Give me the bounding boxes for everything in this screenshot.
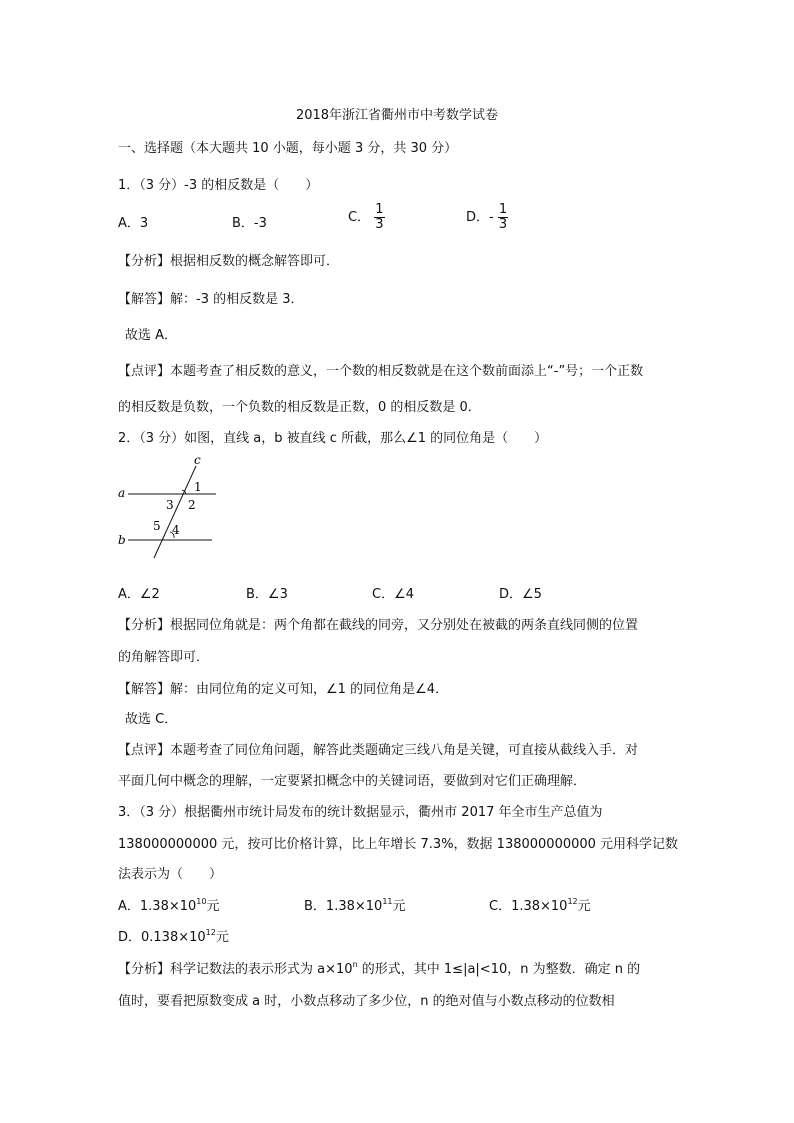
label-2: 2 bbox=[188, 498, 196, 512]
comment-tag: 【点评】 bbox=[118, 364, 171, 379]
q3-option-d bbox=[118, 926, 229, 945]
q1-analysis bbox=[118, 250, 339, 269]
q2-option-b: B．∠3 bbox=[246, 587, 288, 602]
q2-choice: 故选 C． bbox=[125, 712, 178, 727]
q3-option-a-exponent: 10 bbox=[196, 897, 207, 906]
q1-answer bbox=[118, 288, 304, 307]
label-c: c bbox=[194, 453, 201, 467]
q1-option-b: B．-3 bbox=[232, 216, 267, 231]
q2-option-c: C．∠4 bbox=[372, 587, 415, 602]
q3-option-d-unit: 元 bbox=[215, 930, 229, 945]
q3-analysis-exponent: n bbox=[352, 960, 358, 969]
comment-tag: 【点评】 bbox=[118, 743, 171, 758]
q1-comment-line2: 的相反数是负数，一个负数的相反数是正数，0 的相反数是 0． bbox=[118, 400, 481, 415]
q1-stem: 1．（3 分）-3 的相反数是（ ） bbox=[118, 178, 319, 193]
section-heading: 一、选择题（本大题共 10 小题，每小题 3 分，共 30 分） bbox=[118, 141, 458, 156]
q1-option-d bbox=[466, 203, 508, 232]
q1-option-c-prefix: C． bbox=[348, 210, 371, 225]
q2-comment-line1: 本题考查了同位角问题，解答此类题确定三线八角是关键，可直接从截线入手．对 bbox=[170, 743, 639, 758]
q1-answer-text: 解：-3 的相反数是 3． bbox=[170, 292, 304, 307]
q3-analysis bbox=[118, 958, 640, 977]
q2-answer bbox=[118, 678, 448, 697]
q3-option-b-exponent: 11 bbox=[382, 897, 393, 906]
q1-option-c bbox=[348, 203, 385, 232]
q1-option-c-denominator: 3 bbox=[375, 217, 384, 232]
label-b: b bbox=[118, 533, 126, 547]
q2-analysis-line1: 根据同位角就是：两个角都在截线的同旁，又分别处在被截的两条直线同侧的位置 bbox=[170, 618, 639, 633]
q3-stem-line2: 138000000000 元，按可比价格计算，比上年增长 7.3%，数据 138000000000 元用科学记数 bbox=[118, 837, 679, 852]
label-a: a bbox=[118, 486, 126, 500]
q3-option-c-exponent: 12 bbox=[567, 897, 578, 906]
q1-comment bbox=[118, 360, 643, 379]
analysis-tag: 【分析】 bbox=[118, 254, 171, 269]
q1-analysis-text: 根据相反数的概念解答即可． bbox=[170, 254, 340, 269]
q1-option-c-numerator: 1 bbox=[375, 202, 384, 217]
q1-option-d-numerator: 1 bbox=[498, 202, 508, 217]
q3-option-c-unit: 元 bbox=[577, 899, 591, 914]
q3-option-b-unit: 元 bbox=[392, 899, 406, 914]
q2-comment-line2: 平面几何中概念的理解，一定要紧扣概念中的关键词语，要做到对它们正确理解． bbox=[118, 774, 587, 789]
q2-analysis-line2: 的角解答即可． bbox=[118, 650, 210, 665]
page-title: 2018年浙江省衢州市中考数学试卷 bbox=[295, 108, 499, 123]
q3-option-b bbox=[304, 895, 406, 914]
analysis-tag: 【分析】 bbox=[118, 618, 171, 633]
q2-stem: 2．（3 分）如图，直线 a，b 被直线 c 所截，那么∠1 的同位角是（ ） bbox=[118, 431, 548, 446]
q1-option-d-fraction bbox=[498, 203, 508, 232]
q3-analysis-a: 科学记数法的表示形式为 a×10 bbox=[170, 962, 353, 977]
q2-option-d: D．∠5 bbox=[499, 587, 542, 602]
q1-option-a: A．3 bbox=[118, 216, 149, 231]
analysis-tag: 【分析】 bbox=[118, 962, 171, 977]
label-5: 5 bbox=[153, 519, 161, 533]
q3-option-b-base: B．1.38×10 bbox=[304, 899, 383, 914]
line-c bbox=[154, 466, 196, 558]
q3-option-d-base: D．0.138×10 bbox=[118, 930, 206, 945]
parallel-lines-figure bbox=[116, 452, 226, 560]
q3-option-d-exponent: 12 bbox=[205, 928, 216, 937]
q2-answer-text: 解：由同位角的定义可知，∠1 的同位角是∠4． bbox=[170, 682, 448, 697]
label-4: 4 bbox=[172, 523, 180, 537]
q3-option-a bbox=[118, 895, 219, 914]
q3-analysis-line2: 值时，要看把原数变成 a 时，小数点移动了多少位，n 的绝对值与小数点移动的位数相 bbox=[118, 994, 615, 1009]
q2-analysis bbox=[118, 614, 638, 633]
q1-option-d-denominator: 3 bbox=[498, 217, 508, 232]
q3-analysis-b: 的形式，其中 1≤|a|<10，n 为整数．确定 n 的 bbox=[357, 962, 641, 977]
answer-tag: 【解答】 bbox=[118, 682, 171, 697]
q2-comment bbox=[118, 739, 638, 758]
q1-option-d-prefix: D．- bbox=[466, 210, 494, 225]
q3-option-c bbox=[489, 895, 591, 914]
q1-option-c-fraction bbox=[374, 203, 384, 232]
answer-tag: 【解答】 bbox=[118, 292, 171, 307]
q3-option-c-base: C．1.38×10 bbox=[489, 899, 568, 914]
q1-choice: 故选 A． bbox=[125, 328, 178, 343]
q1-comment-line1: 本题考查了相反数的意义，一个数的相反数就是在这个数前面添上“-”号；一个正数 bbox=[170, 364, 644, 379]
q2-option-a: A．∠2 bbox=[118, 587, 160, 602]
q3-stem-line3: 法表示为（ ） bbox=[118, 867, 223, 882]
q3-option-a-base: A．1.38×10 bbox=[118, 899, 197, 914]
q3-option-a-unit: 元 bbox=[206, 899, 220, 914]
label-3: 3 bbox=[166, 498, 174, 512]
q3-stem-line1: 3．（3 分）根据衢州市统计局发布的统计数据显示，衢州市 2017 年全市生产总值为 bbox=[118, 805, 603, 820]
label-1: 1 bbox=[194, 480, 202, 494]
